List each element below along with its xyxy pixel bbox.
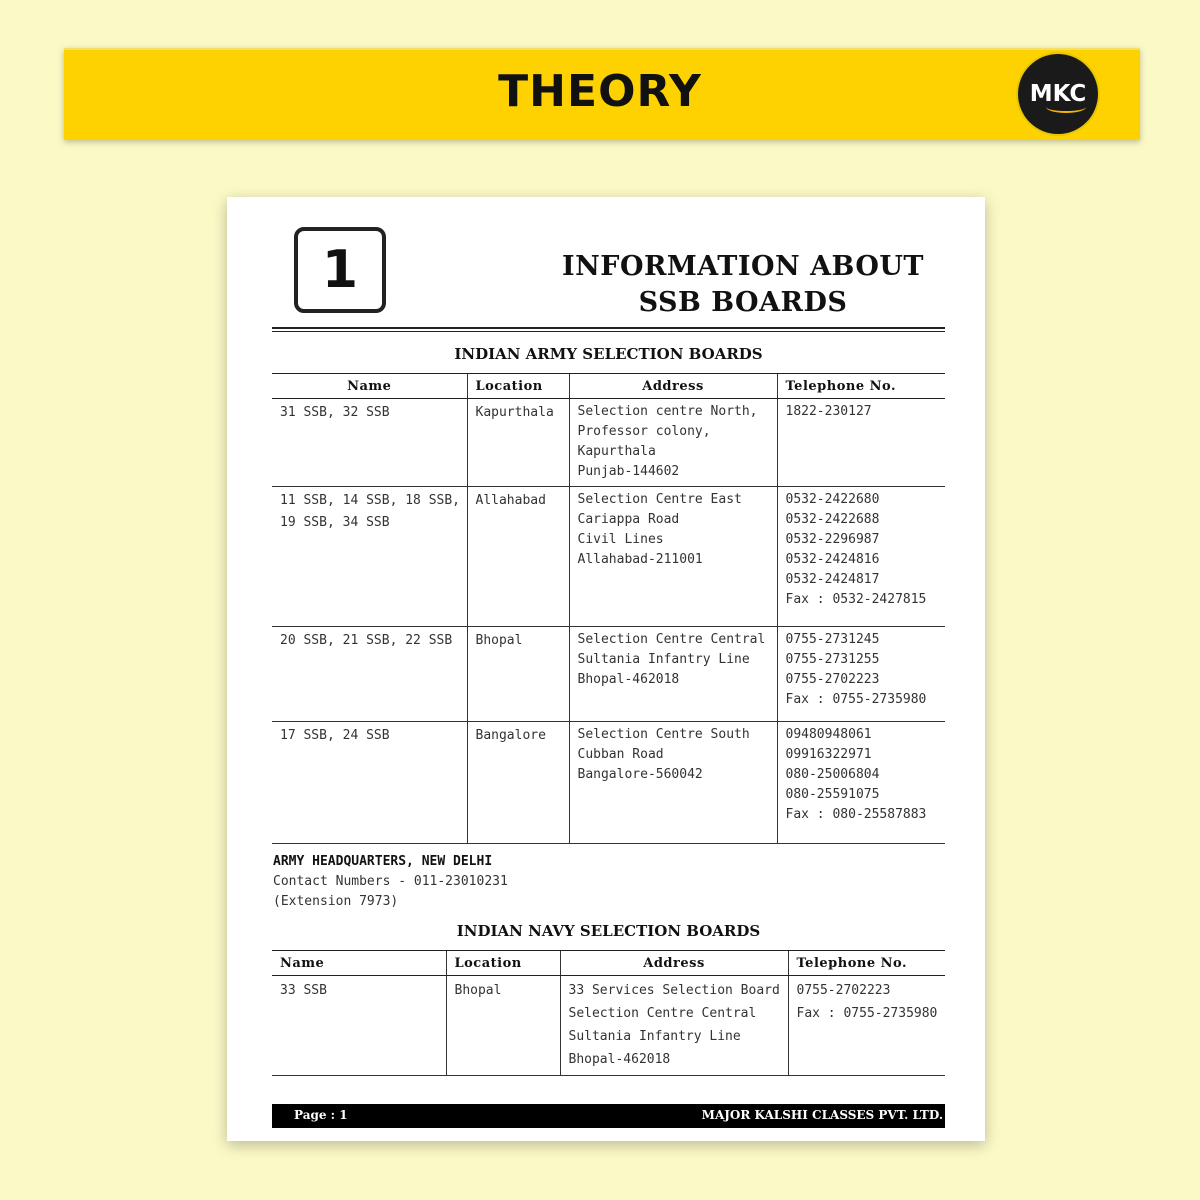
column-header: Address — [569, 374, 777, 399]
address-cell — [569, 627, 777, 722]
address-cell-line: Selection Centre South — [577, 727, 750, 742]
address-cell-line: Cubban Road — [577, 747, 664, 762]
phone-cell-line: 0755-2731255 — [785, 652, 880, 667]
table-row — [272, 722, 945, 844]
phone-cell-line: Fax : 0755-2735980 — [785, 692, 927, 707]
address-cell-line: Bhopal-462018 — [568, 1052, 671, 1067]
address-cell — [569, 722, 777, 844]
phone-cell-line: 0755-2702223 — [785, 672, 880, 687]
address-cell-line: Selection Centre Central — [577, 632, 766, 647]
navy-section-heading: INDIAN NAVY SELECTION BOARDS — [456, 922, 761, 940]
phone-cell-line: Fax : 080-25587883 — [785, 807, 927, 822]
column-header: Telephone No. — [788, 951, 945, 976]
navy-table-header — [272, 951, 945, 976]
phone-cell-line: 0532-2422680 — [785, 492, 880, 507]
column-header: Name — [272, 374, 467, 399]
phone-cell — [777, 627, 945, 722]
name-cell — [272, 976, 446, 1076]
table-row — [272, 399, 945, 487]
address-cell-line: Cariappa Road — [577, 512, 680, 527]
army-hq-title: ARMY HEADQUARTERS, NEW DELHI — [273, 854, 493, 869]
title-divider — [272, 327, 945, 332]
banner-title: THEORY — [498, 66, 702, 117]
name-cell — [272, 627, 467, 722]
name-cell — [272, 399, 467, 487]
name-cell — [272, 487, 467, 627]
army-table-header — [272, 374, 945, 399]
army-table-body — [272, 399, 945, 844]
phone-cell-line: Fax : 0755-2735980 — [796, 1006, 938, 1021]
location-cell: Bangalore — [467, 722, 569, 844]
name-cell-line: 31 SSB, 32 SSB — [280, 405, 390, 420]
column-header: Telephone No. — [777, 374, 945, 399]
address-cell-line: Selection Centre Central — [568, 1006, 757, 1021]
phone-cell — [777, 399, 945, 487]
address-cell-line: Professor colony, — [577, 424, 711, 439]
phone-cell-line: 0532-2296987 — [785, 532, 880, 547]
location-cell: Kapurthala — [467, 399, 569, 487]
address-cell-line: Bhopal-462018 — [577, 672, 680, 687]
phone-cell-line: 0532-2424817 — [785, 572, 880, 587]
column-header: Name — [272, 951, 446, 976]
army-section-heading: INDIAN ARMY SELECTION BOARDS — [454, 345, 763, 363]
chapter-number: 1 — [294, 227, 386, 313]
phone-cell-line: 080-25591075 — [785, 787, 880, 802]
army-hq-contact: Contact Numbers - 011-23010231 — [273, 874, 508, 889]
address-cell-line: 33 Services Selection Board — [568, 983, 780, 998]
address-cell-line: Selection centre North, — [577, 404, 758, 419]
phone-cell-line: 0532-2422688 — [785, 512, 880, 527]
column-header: Location — [446, 951, 560, 976]
phone-cell — [777, 487, 945, 627]
address-cell-line: Sultania Infantry Line — [577, 652, 750, 667]
name-cell-line: 11 SSB, 14 SSB, 18 SSB, — [280, 493, 461, 508]
location-cell: Bhopal — [467, 627, 569, 722]
phone-cell — [788, 976, 945, 1076]
location-cell: Allahabad — [467, 487, 569, 627]
phone-cell — [777, 722, 945, 844]
document-page — [227, 197, 985, 1141]
page-number: Page : 1 — [294, 1108, 348, 1122]
column-header: Address — [560, 951, 788, 976]
phone-cell-line: 0532-2424816 — [785, 552, 880, 567]
page-footer — [272, 1104, 945, 1128]
phone-cell-line: 09916322971 — [785, 747, 872, 762]
chapter-title — [547, 249, 939, 321]
navy-boards-table — [272, 950, 945, 1076]
phone-cell-line: Fax : 0532-2427815 — [785, 592, 927, 607]
logo-swoosh-icon — [1046, 101, 1086, 113]
column-header: Location — [467, 374, 569, 399]
name-cell-line: 33 SSB — [280, 983, 327, 998]
address-cell — [569, 399, 777, 487]
address-cell-line: Civil Lines — [577, 532, 664, 547]
name-cell-line: 20 SSB, 21 SSB, 22 SSB — [280, 633, 453, 648]
mkc-logo: MKC — [1018, 54, 1098, 134]
address-cell-line: Kapurthala — [577, 444, 656, 459]
address-cell-line: Punjab-144602 — [577, 464, 680, 479]
address-cell — [560, 976, 788, 1076]
publisher-name: MAJOR KALSHI CLASSES PVT. LTD. — [701, 1108, 943, 1122]
army-hq-block — [273, 852, 508, 912]
phone-cell-line: 0755-2731245 — [785, 632, 880, 647]
army-boards-table — [272, 373, 945, 844]
name-cell — [272, 722, 467, 844]
army-hq-extension: (Extension 7973) — [273, 894, 399, 909]
address-cell-line: Bangalore-560042 — [577, 767, 703, 782]
table-row — [272, 627, 945, 722]
navy-table-body — [272, 976, 945, 1076]
table-row — [272, 976, 945, 1076]
location-cell: Bhopal — [446, 976, 560, 1076]
phone-cell-line: 09480948061 — [785, 727, 872, 742]
table-row — [272, 487, 945, 627]
phone-cell-line: 0755-2702223 — [796, 983, 891, 998]
address-cell-line: Allahabad-211001 — [577, 552, 703, 567]
name-cell-line: 17 SSB, 24 SSB — [280, 728, 390, 743]
address-cell-line: Sultania Infantry Line — [568, 1029, 741, 1044]
address-cell — [569, 487, 777, 627]
phone-cell-line: 080-25006804 — [785, 767, 880, 782]
chapter-title-line2: SSB BOARDS — [638, 287, 848, 318]
chapter-title-line1: INFORMATION ABOUT — [561, 251, 925, 282]
phone-cell-line: 1822-230127 — [785, 404, 872, 419]
name-cell-line: 19 SSB, 34 SSB — [280, 515, 390, 530]
address-cell-line: Selection Centre East — [577, 492, 742, 507]
